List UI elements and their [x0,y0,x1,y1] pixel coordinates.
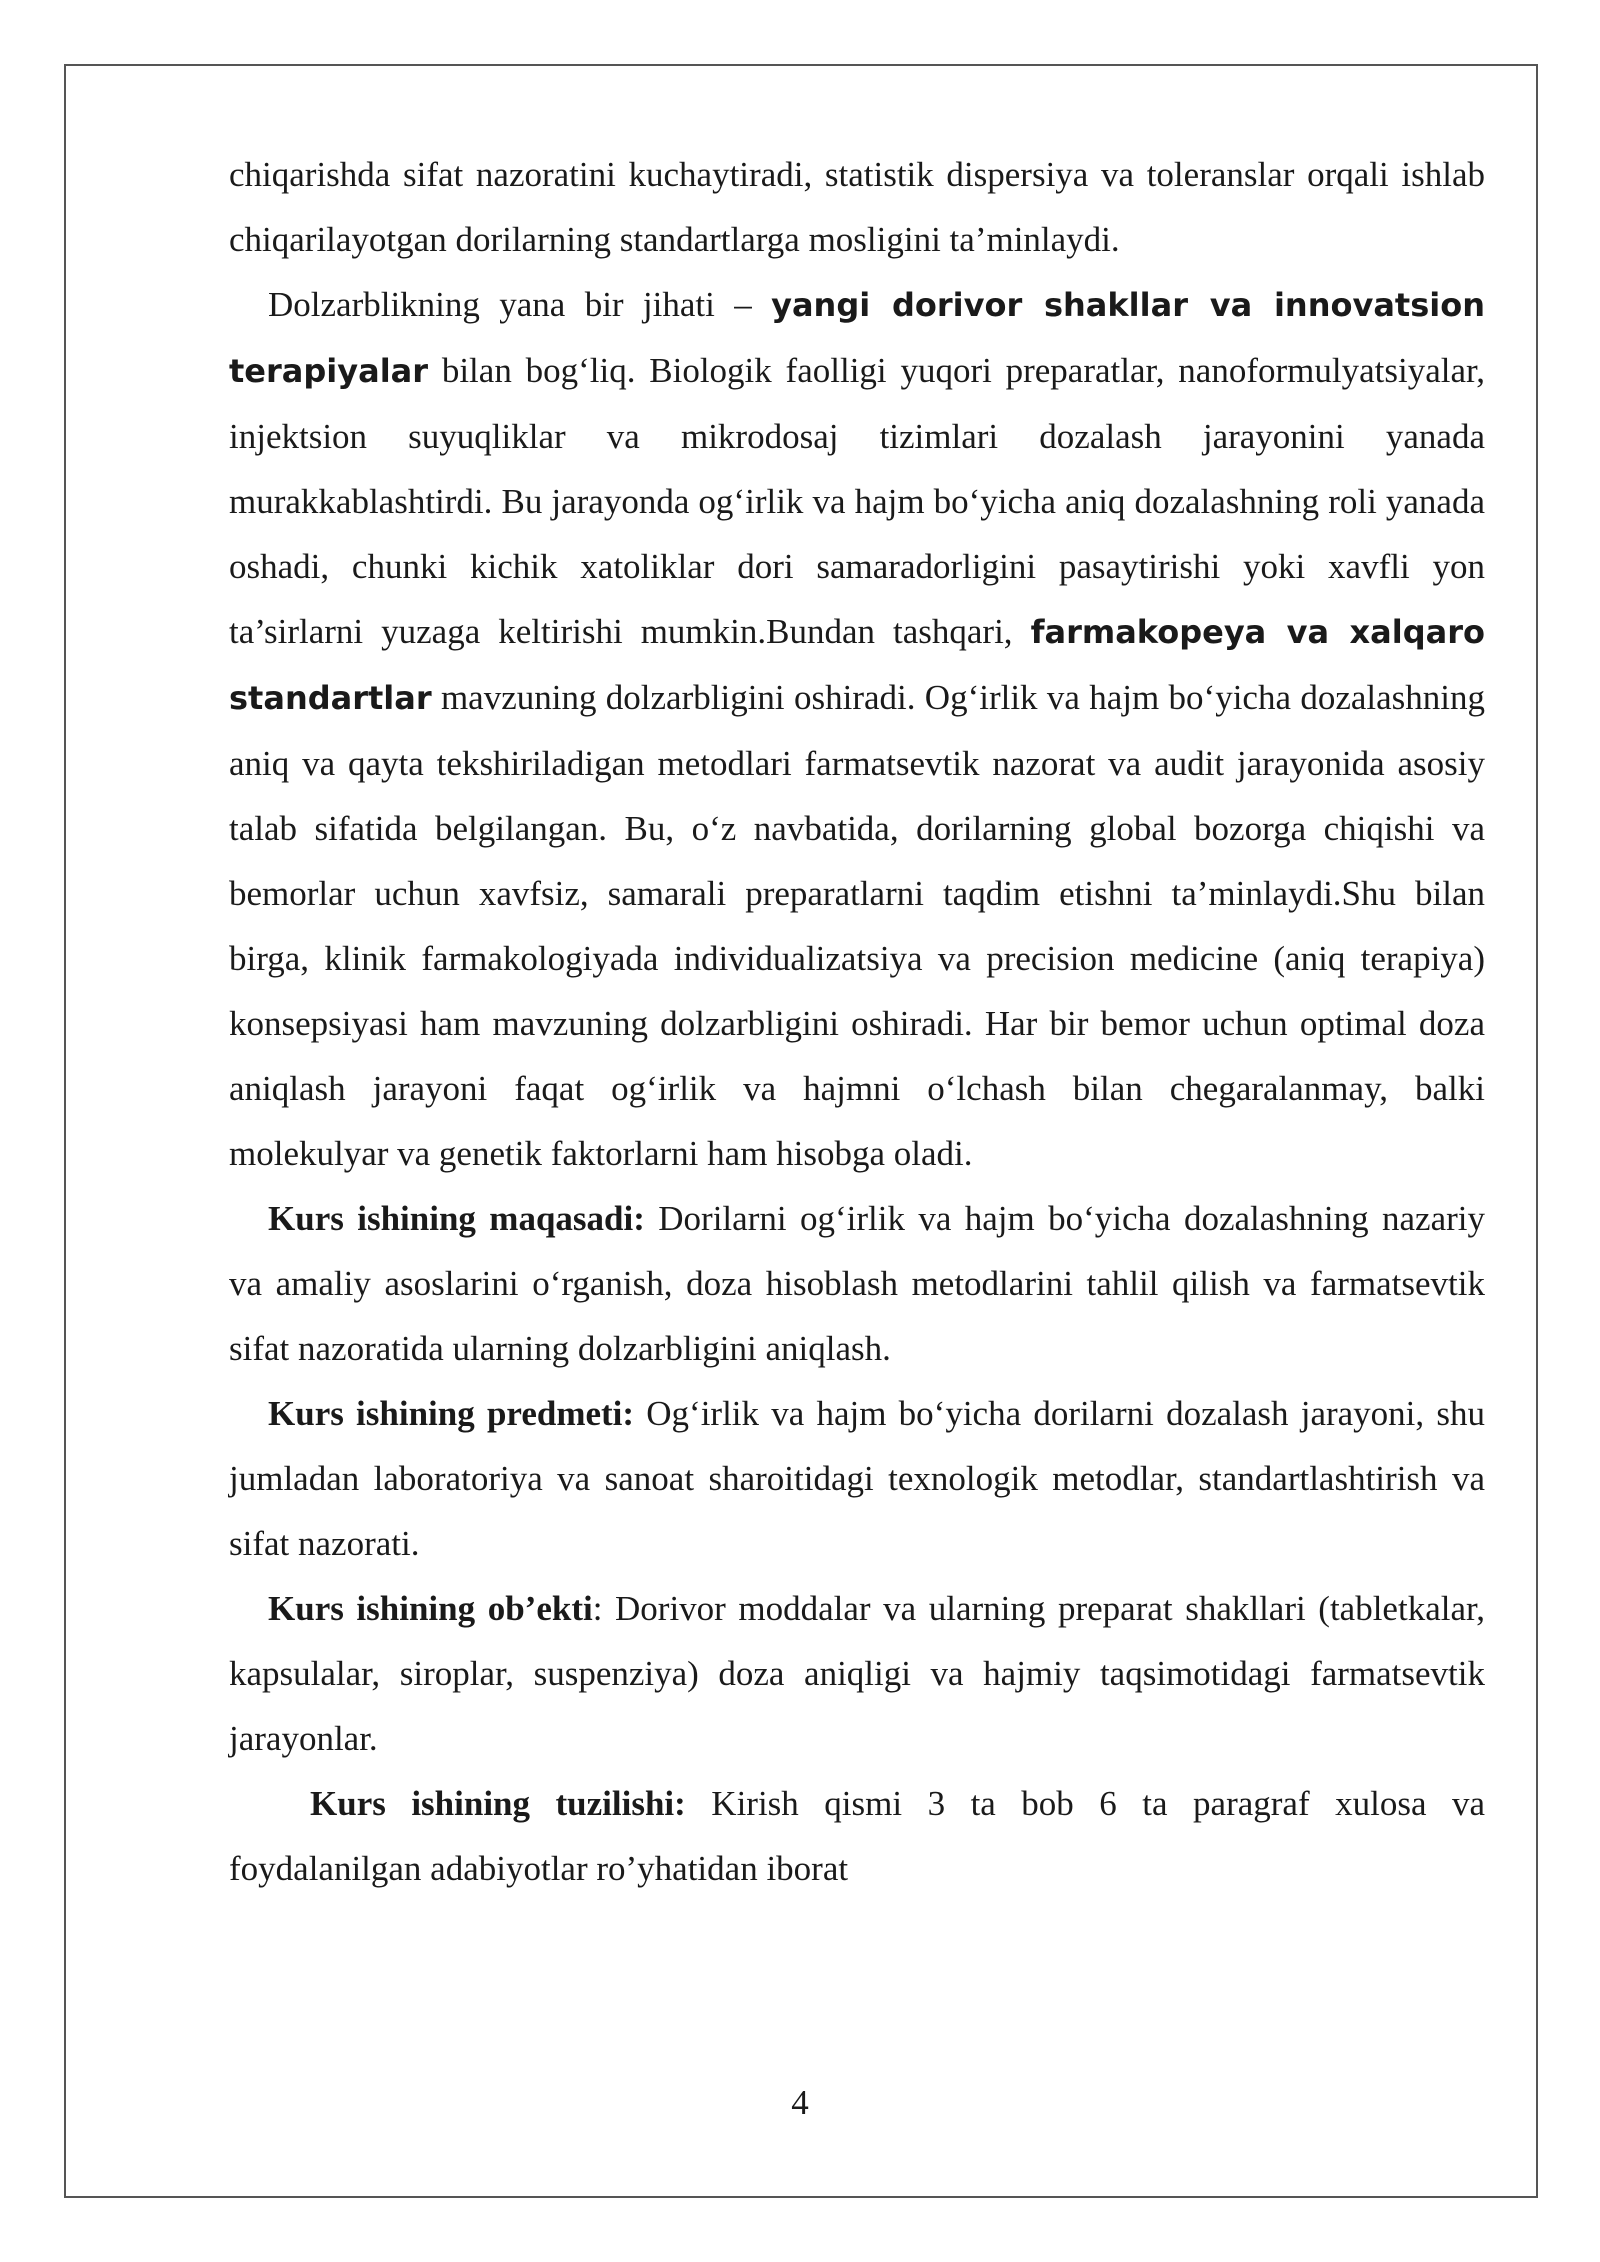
paragraph-subject [229,1381,1485,1576]
paragraph-text: Dorilarni og‘irlik va hajm bo‘yicha dozalashning nazariy va amaliy asoslarini o‘rganish, doza hisoblash metodlarini tahlil qilish va farmatsevtik sifat nazoratida ularning dolzarbligini aniqlash. [229,1199,1485,1368]
paragraph-text: chiqarishda sifat nazoratini kuchaytiradi, statistik dispersiya va toleranslar orqali ishlab chiqarilayotgan dorilarning standartlarga mosligini ta’minlaydi. [229,155,1485,259]
section-label: Kurs ishining tuzilishi: [310,1784,686,1823]
paragraph-continuation [229,142,1485,272]
paragraph-text: Og‘irlik va hajm bo‘yicha dorilarni dozalash jarayoni, shu jumladan laboratoriya va sanoat sharoitidagi texnologik metodlar, standartlashtirish va sifat nazorati. [229,1394,1485,1563]
section-label: Kurs ishining predmeti: [268,1394,635,1433]
paragraph-text: : Dorivor moddalar va ularning preparat shakllari (tabletkalar, kapsulalar, siroplar, suspenziya) doza aniqligi va hajmiy taqsimotidagi farmatsevtik jarayonlar. [229,1589,1485,1758]
section-label: Kurs ishining maqasadi: [268,1199,645,1238]
paragraph-structure [229,1771,1485,1901]
paragraph-text: Dolzarblikning yana bir jihati – [268,285,772,324]
page-number: 4 [791,2083,809,2122]
paragraph-text: Kirish qismi 3 ta bob 6 ta paragraf xulosa va foydalanilgan adabiyotlar ro’yhatidan iborat [229,1784,1486,1888]
paragraph-object [229,1576,1485,1771]
emphasis-text: farmakopeya va xalqaro standartlar [229,613,1485,717]
document-body [229,142,1485,1901]
paragraph-text: mavzuning dolzarbligini oshiradi. Og‘irlik va hajm bo‘yicha dozalashning aniq va qayta tekshiriladigan metodlari farmatsevtik nazorat va audit jarayonida asosiy talab sifatida belgilangan. Bu, o‘z navbatida, dorilarning global bozorga chiqishi va bemorlar uchun xavfsiz, samarali preparatlarni taqdim etishni ta’minlaydi.Shu bilan birga, klinik farmakologiyada individualizatsiya va precision medicine (aniq terapiya) konsepsiyasi ham mavzuning dolzarbligini oshiradi. Har bir bemor uchun optimal doza aniqlash jarayoni faqat og‘irlik va hajmni o‘lchash bilan chegaralanmay, balki molekulyar va genetik faktorlarni ham hisobga oladi. [229,678,1485,1173]
section-label: Kurs ishining ob’ekti [268,1589,593,1628]
paragraph-relevance [229,272,1485,1186]
paragraph-text: bilan bog‘liq. Biologik faolligi yuqori preparatlar, nanoformulyatsiyalar, injektsion suyuqliklar va mikrodosaj tizimlari dozalash jarayonini yanada murakkablashtirdi. Bu jarayonda og‘irlik va hajm bo‘yicha aniq dozalashning roli yanada oshadi, chunki kichik xatoliklar dori samaradorligini pasaytirishi yoki xavfli yon ta’sirlarni yuzaga keltirishi mumkin.Bundan tashqari, [229,351,1485,651]
paragraph-goal [229,1186,1485,1381]
emphasis-text: yangi dorivor shakllar va innovatsion terapiyalar [229,286,1485,390]
